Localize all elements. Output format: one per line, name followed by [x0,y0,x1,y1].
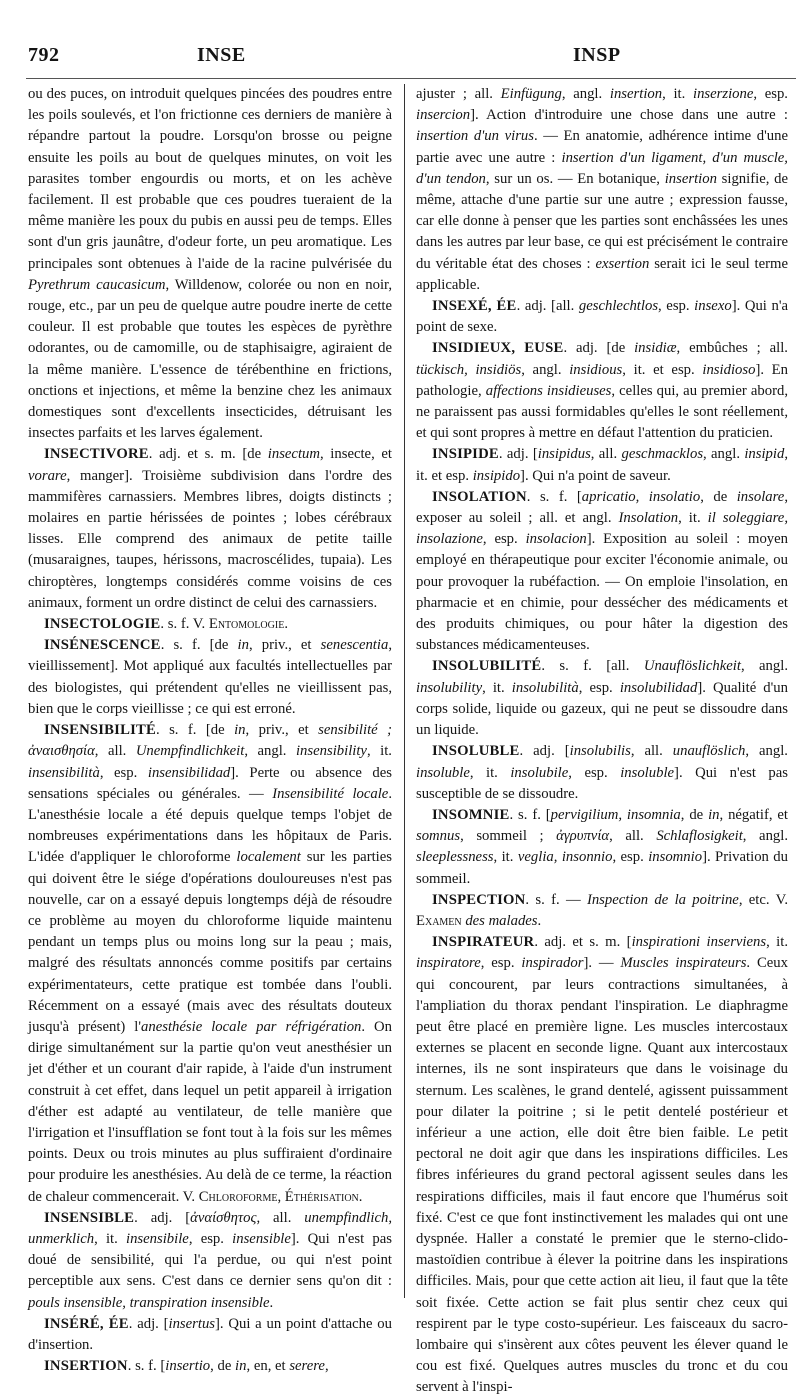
text-run: , esp. [480,955,522,972]
text-run: , it. et esp. [416,446,788,484]
running-header [0,0,800,82]
text-run: , esp. [612,849,649,866]
entry-insexe [416,296,788,338]
text-run: vorare [28,467,67,484]
text-run: insoluble [620,764,675,781]
text-run: . s. f. V. [160,616,209,633]
text-run: , it. [678,510,708,527]
text-run: . s. f. [ [526,488,582,505]
text-run: apricatio, insolatio [581,488,701,505]
text-run: , esp. [753,86,788,102]
text-run: , it. [94,1230,126,1247]
headword: INSENSIBLE [44,1209,135,1226]
text-run: insercion [416,107,471,124]
text-run: des malades [465,912,538,929]
text-run: , exposer au soleil ; all. et angl. [416,488,788,527]
text-run: , angl. [740,658,788,675]
headword: INSÉRÉ, ÉE [44,1315,129,1332]
text-run: . adj. et s. m. [de [148,446,268,463]
text-run: Pyrethrum caucasicum [28,276,166,293]
text-run: insertio [165,1358,211,1375]
text-run: insidiæ [634,340,677,357]
text-run: ἀναίσθητος [190,1209,257,1226]
text-run: . s. f. — [525,891,587,908]
text-run: . s. f. [ [509,806,551,823]
text-run: Muscles inspirateurs [620,955,747,972]
text-run: insensibility [295,743,367,760]
left-running-head: INSE [197,44,246,66]
text-run: in [708,806,720,823]
text-run: , etc. V. [738,891,788,908]
text-run: ]. Qui n'est pas doué de sensibilité, qui l'a perdue, ou qui n'est point perceptible aux sens. C'est dans ce dernier sens qu'on dit : [28,1230,392,1290]
headword: INSOLUBILITÉ [432,658,542,675]
text-run: insolubilis [569,743,631,760]
text-run: somnus [416,828,461,845]
entry-insenescence [28,635,392,720]
text-run: sur les parties qui doivent être le siége d'opérations douloureuses n'est pas nouvelle, car on a essayé depuis longtemps déjà de résoudre ce problème au moyen du chloroforme liquide maintenu pendant un temps plus ou moins long sur la peau ; mais, malgré des résultats annoncés comme positifs par certains expérimentateurs, cette pratique est tombée dans l'oubli. Récemment on a essayé (mais avec des résultats douteux jusqu'à présent) l' [28,849,392,1035]
text-run: , angl. [703,446,745,463]
text-run: geschlechtlos [578,298,659,315]
headword: INSPIRATEUR [432,934,535,951]
text-run: , it. [469,764,511,781]
text-run: Unempfindlichkeit [135,743,245,760]
text-run: , esp. [99,764,148,781]
text-run: ajuster ; all. [416,86,501,102]
text-run: insectum [267,446,320,463]
text-run: Chloroforme [198,1188,278,1205]
text-run: , celles qui, au premier abord, ne paraissent pas aussi formidables qu'elles le sont réellement, et qui sont propres à mettre en défaut l'attention du praticien. [416,382,788,442]
text-run: sleeplessness [416,849,494,866]
text-run: . [269,1294,274,1311]
right-running-head: INSP [573,44,621,66]
headword: INSEXÉ, ÉE [432,298,517,315]
text-run: , esp. [578,679,620,696]
text-run: , de [700,488,737,505]
headword: INSECTOLOGIE [44,616,161,633]
header-rule [26,78,796,79]
text-run: , priv., et [245,722,319,739]
text-run: . [537,912,542,929]
headword: INSIPIDE [432,446,499,463]
text-run: insensibilità [28,764,100,781]
text-run: , vieillissement]. Mot appliqué aux facultés intellectuelles par des biologistes, qui prétendent qu'elles ne vieillissent pas, bien que le corps vieillisse ; ce qui est erroné. [28,637,392,717]
text-run: ]. Qui n'a point de saveur. [520,467,671,484]
text-run: in [237,637,249,654]
text-run: , it. [482,679,512,696]
entry-continuation [28,84,392,444]
text-run: . On dirige simultanément sur la partie qu'on veut anesthésier un jet d'éther et un courant d'air rapide, à l'aide d'un instrument construit à cet effet, dans lequel un petit appareil à irrigation d'éther est adapté au ventilateur, de telle manière que l'irrigation et l'insufflation se font tout à la fois sur les mêmes points. Deux ou trois minutes au plus suffiraient d'ordinaire pour produire les anesthésies. Au delà de ce terme, la réaction de chaleur commencerait. V. [28,1018,393,1205]
text-run: insipidus [537,446,591,463]
text-run: ]. En pathologie, [416,361,789,399]
text-run: serere [289,1358,325,1375]
text-run: , insecte, et [319,446,392,463]
text-run: , priv., et [248,637,321,654]
text-run: insertion [609,86,663,102]
text-run: insexo [694,298,732,315]
text-run: . s. f. [de [160,637,238,654]
text-run: Éthérisation [284,1188,359,1205]
text-run: insolubilidad [619,679,698,696]
headword: INSENSIBILITÉ [44,722,156,739]
text-run: , sur un os. — En botanique, [485,170,665,187]
text-run: , de [680,806,709,823]
headword: INSPECTION [432,891,526,908]
text-run: Insolation [618,510,679,527]
entry-insertion [28,1356,392,1377]
text-run: insidioso [702,361,756,378]
text-run: inserzione [692,86,754,102]
text-run: ]. Action d'introduire une chose dans une autre : [470,107,788,124]
text-run: pouls insensible, transpiration insensible [28,1294,270,1311]
text-run: , angl. [561,86,610,102]
text-run: ]. Qui n'est pas susceptible de se dissoudre. [416,764,788,802]
entry-insertion-continued [416,84,788,296]
text-run: , esp. [568,764,621,781]
text-run: insertion d'un ligament, d'un muscle, d'un tendon [416,149,788,187]
text-run: insipid [744,446,785,463]
entry-insolubilite [416,656,788,741]
text-run: . [284,616,288,633]
text-run: Examen [416,912,462,929]
headword: INSECTIVORE [44,446,149,463]
text-run: Inspection de la poitrine [586,891,739,908]
text-run: . adj. [all. [516,298,579,315]
text-run: , Willdenow, colorée ou non en noir, rouge, etc., par un peu de quelque autre poudre inerte de cette couleur. Il est probable que toutes les espèces de pyrèthre odorantes, ou de camomille, ou de staphisaigre, agiraient de la même manière. L'essence de térébenthine en frictions, onctions et injections, et même la benzine chez les animaux domestiques sont d'excellents insecticides, détruisant les insectes parfaits et les larves également. [28,276,393,442]
text-run: insipido [472,467,521,484]
text-run: insensibilidad [147,764,231,781]
left-column [28,84,392,1377]
entry-insidieux [416,338,788,444]
text-run: . adj. [ [519,743,570,760]
text-run: , en, et [246,1358,290,1375]
text-run: Insensibilité locale [272,785,389,802]
text-run: signifie, de même, attache d'une partie sur une autre ; expression fausse, car elle donne à penser que les parties sont enchâssées les unes dans les autres par leur base, ce qui est précisément le contraire du véritable état des choses : [416,170,788,272]
text-run: . adj. et s. m. [ [534,934,632,951]
entry-insoluble [416,741,788,805]
text-run: . adj. [ [128,1315,169,1332]
text-run: ]. Exposition au soleil : moyen employé en thérapeutique pour exciter l'économie animale, ou pour provoquer la rubéfaction. — On emploie l'insolation, en pharmacie et en chimie, pour dessécher des médicaments et des produits chimiques, ou pour hâter la digestion des substances médicamenteuses. [416,531,788,654]
text-run: Einfügung [500,86,562,102]
text-run: , négatif, et [719,806,788,823]
text-run: unempfindlich, unmerklich [28,1209,392,1247]
entry-insomnie [416,805,788,890]
text-run: , all. [94,743,136,760]
text-run: , embûches ; all. [676,340,788,357]
text-run: , de [210,1358,236,1375]
text-run: , it. [366,743,392,760]
text-run: insolare [736,488,785,505]
text-run: , angl. [745,743,788,760]
text-run: , all. [256,1209,305,1226]
text-run: , esp. [658,298,695,315]
text-run: Unauflöslichkeit [643,658,741,675]
text-run: ἀγρυπνία [556,828,610,845]
entry-insere [28,1314,392,1356]
text-run: , manger]. Troisième subdivision dans l'ordre des mammifères carnassiers. Membres libres, doigts distincts ; molaires en partie hérissées de pointes ; lobes cérébraux lisses. Elle comprend des animaux de petite taille (musaraignes, taupes, hérissons, macroscélides, tupaia). Les chiroptères, longtemps considérés comme voisins de ces animaux, forment un ordre distinct de celui des carnassiers. [28,467,392,611]
text-run: ]. Perte ou absence des sensations spéciales ou générales. — [28,764,392,802]
text-run: , it. et esp. [622,361,703,378]
text-run: ]. Privation du sommeil. [416,849,788,887]
text-run: , esp. [482,531,526,548]
text-run: in [234,722,246,739]
headword: INSOLUBLE [432,743,520,760]
text-run: ]. — [583,955,621,972]
text-run: , all. [609,828,657,845]
text-run: , it. [493,849,518,866]
text-run: insolubilità [511,679,579,696]
text-run: . s. f. [ [127,1358,166,1375]
text-run: insoluble [416,764,470,781]
text-run: insertion [664,170,717,187]
page-number: 792 [28,44,60,66]
text-run: serait ici le seul terme applicable. [416,255,788,293]
headword: INSERTION [44,1358,128,1375]
text-run: , esp. [188,1230,233,1247]
text-run: inspirationi inserviens [631,934,767,951]
text-run: insomnio [648,849,703,866]
text-run: geschmacklos [621,446,704,463]
text-run: ou des puces, on introduit quelques pincées des poudres entre les poils soulevés, et l'on frictionne ces derniers de manière à répandre partout la poudre. Lorsqu'on brosse ou peigne ensuite les poils au bout de quelques minutes, on voit les parasites tomber engourdis ou morts, et on les achève facilement. Il est probable que ces poudres tueraient de la même manière les poux du pubis en aussi peu de temps. Elles sont d'un gris jaunâtre, d'odeur forte, un peu aromatique. Les principales sont obtenues à l'aide de la racine pulvérisée du [28,86,392,272]
text-run: insolubile [510,764,569,781]
text-run: ]. Qualité d'un corps solide, liquide ou gazeux, qui ne peut se dissoudre dans un liquide. [416,679,788,739]
text-run: , it. [766,934,788,951]
text-run: , angl. [521,361,570,378]
text-run: ]. Qui a un point d'attache ou d'insertion. [28,1315,392,1353]
text-run: insertion d'un virus [416,128,534,145]
text-run: pervigilium, insomnia [550,806,681,823]
text-run: . s. f. [all. [541,658,644,675]
text-run: . L'anesthésie locale a été depuis quelque temps l'objet de nombreuses expérimentations dans les hôpitaux de Paris. L'idée d'appliquer le chloroforme [28,785,392,866]
text-run: sensibilité ; ἀναισθησία [28,722,392,760]
entry-insensible [28,1208,392,1314]
text-run: . adj. [ [498,446,538,463]
text-run: il soleggiare, insolazione [416,510,788,548]
text-run: tückisch, insidiös [416,361,522,378]
text-run: inspiratore [416,955,481,972]
entry-insolation [416,487,788,657]
text-run: , all. [590,446,622,463]
text-run: , sommeil ; [460,828,557,845]
entry-inspection [416,890,788,932]
text-run: . adj. [ [134,1209,191,1226]
entry-insectologie [28,614,392,635]
text-run: insertus [168,1315,216,1332]
entry-insensibilite [28,720,392,1208]
text-run: veglia, insonnio [517,849,613,866]
column-divider [404,84,405,1298]
text-run: , angl. [244,743,296,760]
text-run: insidious [569,361,623,378]
headword: INSÉNESCENCE [44,637,161,654]
text-run: Schlaflosigkeit [656,828,743,845]
text-run: inspirador [521,955,584,972]
text-run: insolubility [416,679,483,696]
text-run: affections insidieuses [485,382,612,399]
text-run: . s. f. [de [156,722,235,739]
text-run: , [277,1188,285,1205]
text-run: . adj. [de [563,340,635,357]
entry-inspirateur [416,932,788,1398]
text-run: ]. Qui n'a point de sexe. [416,298,788,336]
right-column [416,84,788,1399]
text-run: , angl. [742,828,789,845]
text-run: anesthésie locale par réfrigération [141,1018,362,1035]
headword: INSIDIEUX, EUSE [432,340,564,357]
entry-insipide [416,444,788,486]
text-run: . Ceux qui concourent, par leurs contractions simultanées, à l'ampliation du thorax pendant l'inspiration. Le diaphragme peut être placé en première ligne. Les muscles intercostaux externes se placent en seconde ligne. Quant aux intercostaux internes, ils ne sont inspirateurs que dans le voisinage du sternum. Les scalènes, le grand dentelé, agissent puissamment pour dilater la poitrine ; si le petit dentelé postérieur et inférieur a une action, elle doit être bien faible. Le petit pectoral ne doit agir que dans les inspirations difficiles. Les fibres inférieures du grand pectoral agissent seules dans les respirations difficiles, mais il faut encore que l'humérus soit fixé. C'est ce que font instinctivement les malades qui ont une dyspnée. Haller a constaté le premier que le sterno-clido-mastoïdien contribue à élever la poitrine dans les inspirations difficiles. Mais, pour que cette action ait lieu, il faut que la tête soit fixée. Cette action se fait plus sentir chez ceux qui respirent par le type costo-supérieur. Les faisceaux du sacro-lombaire qui s'insèrent aux côtes peuvent les élever quand le cou est fixé. Quelques autres muscles du tronc et du cou servent à l'inspi- [416,955,788,1396]
headword: INSOMNIE [432,806,510,823]
text-run: in [235,1358,247,1375]
text-run: exsertion [595,255,650,272]
text-run: senescentia [320,637,389,654]
text-run: insolacion [525,531,587,548]
text-run: . — En anatomie, adhérence intime d'une partie avec une autre : [416,128,789,166]
text-run: unauflöslich [672,743,746,760]
text-run: , all. [630,743,673,760]
text-run: insensibile [126,1230,189,1247]
text-run: . [358,1188,363,1205]
text-run: insensible [232,1230,291,1247]
text-run: , it. [662,86,693,102]
entry-insectivore [28,444,392,614]
text-run: localement [236,849,301,866]
text-run: Entomologie [208,616,285,633]
text-run: , [324,1358,329,1375]
headword: INSOLATION [432,488,527,505]
